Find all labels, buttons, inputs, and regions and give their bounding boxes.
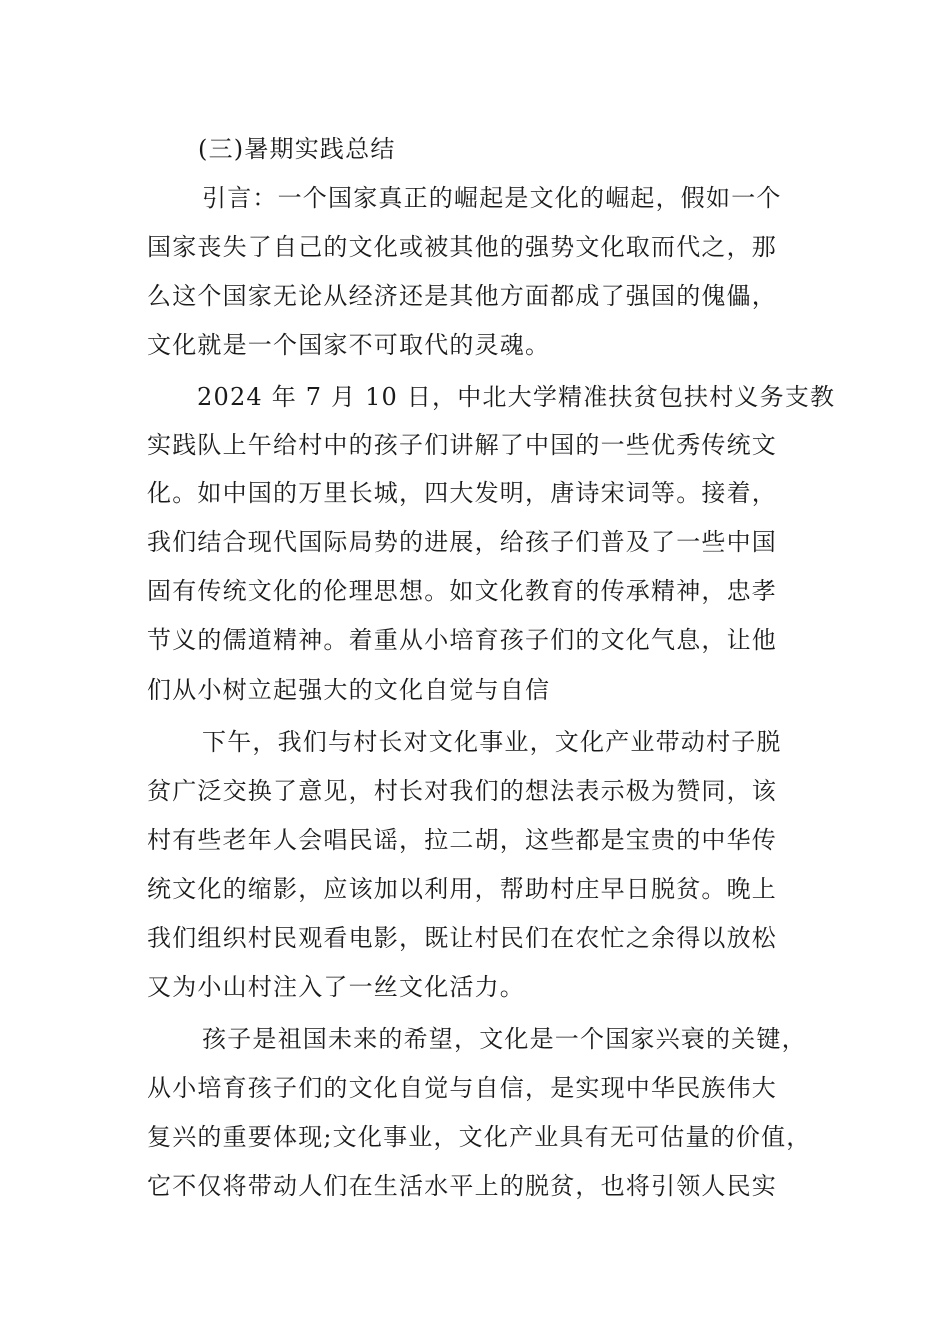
paragraph-4-line-2: 从小培育孩子们的文化自觉与自信，是实现中华民族伟大: [147, 1074, 777, 1102]
paragraph-4-line-3: 复兴的重要体现;文化事业，文化产业具有无可估量的价值，: [147, 1123, 812, 1151]
paragraph-1-line-1: 引言：一个国家真正的崛起是文化的崛起，假如一个: [202, 184, 782, 212]
section-heading: (三)暑期实践总结: [198, 135, 396, 163]
paragraph-3-line-1: 下午，我们与村长对文化事业，文化产业带动村子脱: [202, 728, 782, 756]
paragraph-2-line-6: 节义的儒道精神。着重从小培育孩子们的文化气息，让他: [147, 626, 777, 654]
paragraph-2-line-2: 实践队上午给村中的孩子们讲解了中国的一些优秀传统文: [147, 431, 777, 459]
paragraph-2-line-4: 我们结合现代国际局势的进展，给孩子们普及了一些中国: [147, 528, 777, 556]
paragraph-4-line-1: 孩子是祖国未来的希望，文化是一个国家兴衰的关键，: [202, 1025, 807, 1053]
paragraph-3-line-2: 贫广泛交换了意见，村长对我们的想法表示极为赞同，该: [147, 777, 777, 805]
paragraph-3-line-6: 又为小山村注入了一丝文化活力。: [147, 973, 525, 1001]
paragraph-2-line-1: 2024 年 7 月 10 日，中北大学精准扶贫包扶村义务支教: [197, 383, 836, 411]
paragraph-3-line-3: 村有些老年人会唱民谣，拉二胡，这些都是宝贵的中华传: [147, 826, 777, 854]
paragraph-3-line-4: 统文化的缩影，应该加以利用，帮助村庄早日脱贫。晚上: [147, 875, 777, 903]
paragraph-1-line-3: 么这个国家无论从经济还是其他方面都成了强国的傀儡，: [147, 282, 777, 310]
paragraph-2-line-7: 们从小树立起强大的文化自觉与自信: [147, 676, 551, 704]
paragraph-1-line-2: 国家丧失了自己的文化或被其他的强势文化取而代之，那: [147, 233, 777, 261]
paragraph-1-line-4: 文化就是一个国家不可取代的灵魂。: [147, 331, 551, 359]
paragraph-3-line-5: 我们组织村民观看电影，既让村民们在农忙之余得以放松: [147, 924, 777, 952]
paragraph-2-line-3: 化。如中国的万里长城，四大发明，唐诗宋词等。接着，: [147, 479, 777, 507]
paragraph-2-line-5: 固有传统文化的伦理思想。如文化教育的传承精神，忠孝: [147, 577, 777, 605]
paragraph-4-line-4: 它不仅将带动人们在生活水平上的脱贫，也将引领人民实: [147, 1172, 777, 1200]
